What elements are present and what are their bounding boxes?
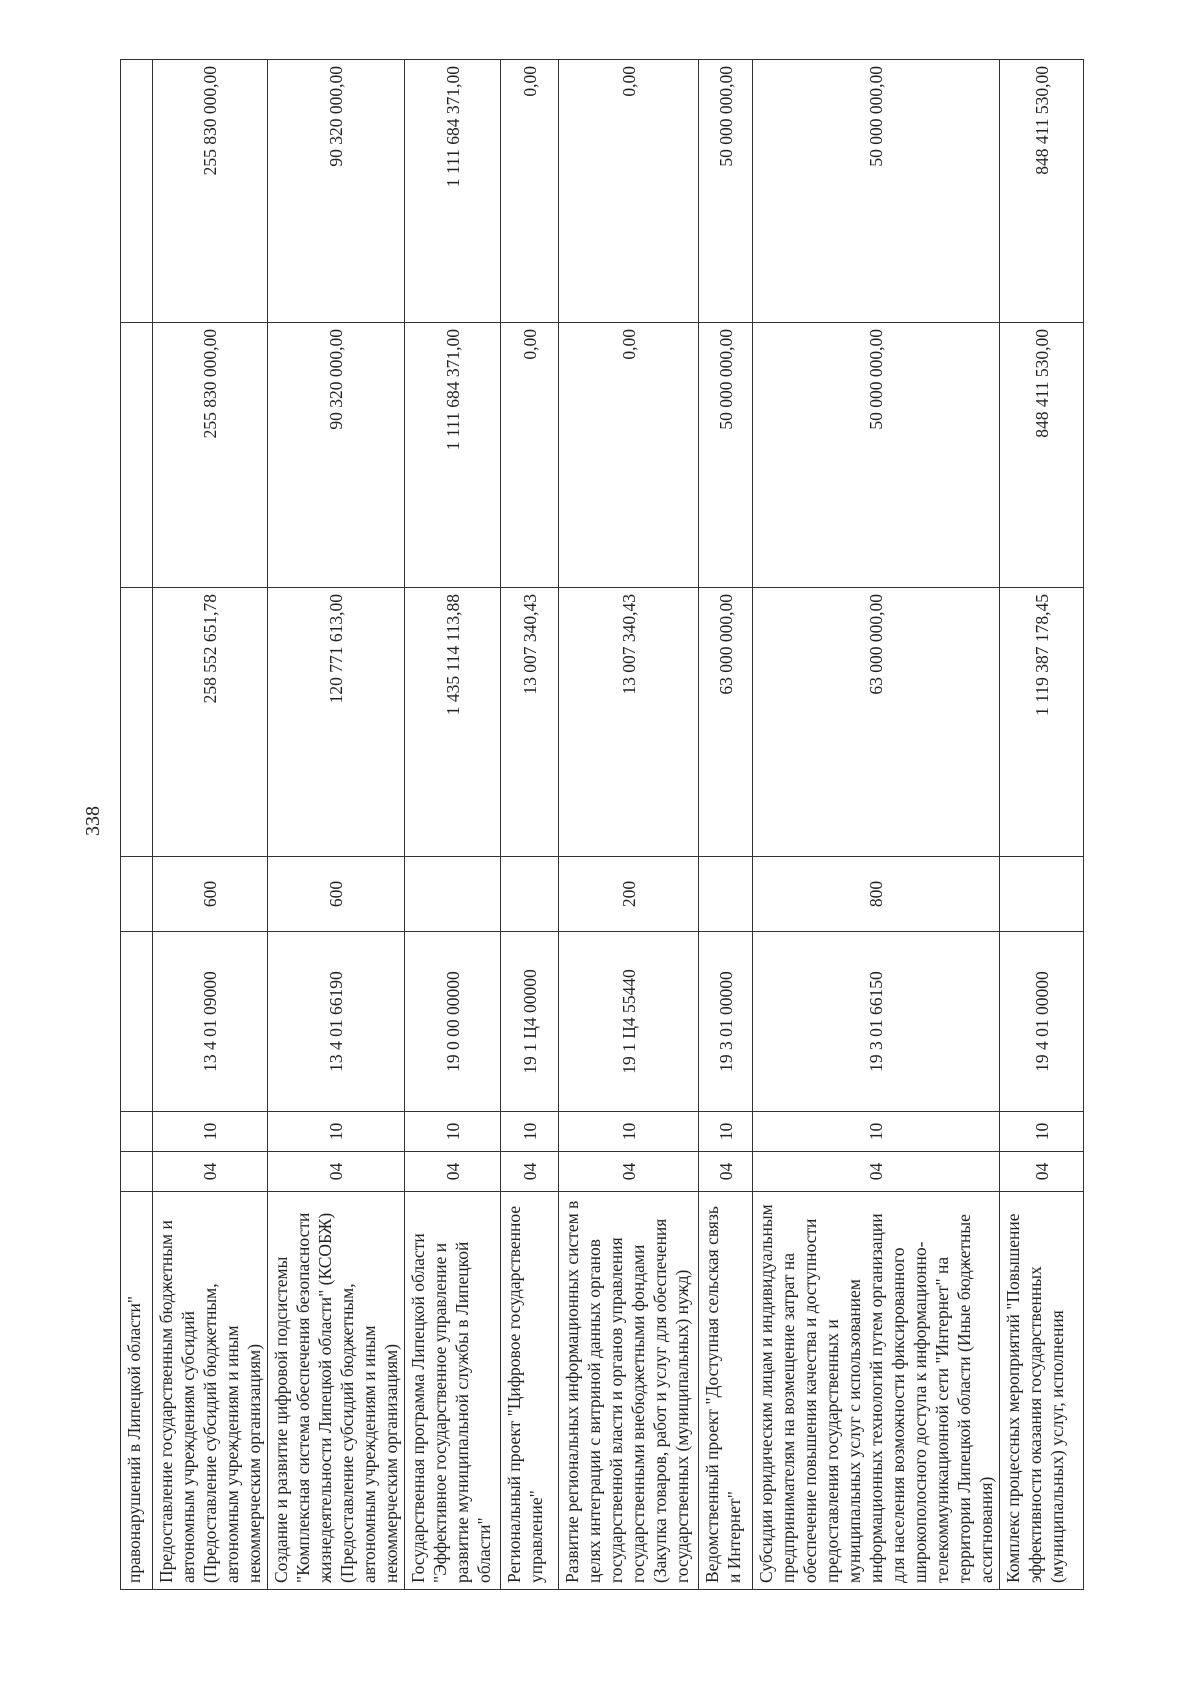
table-row bbox=[405, 60, 501, 1590]
code-subsection: 10 bbox=[1000, 1112, 1084, 1152]
code-subsection: 10 bbox=[405, 1112, 501, 1152]
code-expense-type bbox=[501, 857, 559, 932]
code-subsection: 10 bbox=[268, 1112, 405, 1152]
code-section: 04 bbox=[153, 1152, 268, 1192]
code-section: 04 bbox=[405, 1152, 501, 1192]
amount-year-3: 0,00 bbox=[501, 60, 559, 323]
row-description: Субсидии юридическим лицам и индивидуальным предпринимателям на возмещение затрат на обеспечение повышения качества и доступности предоставления государственных и муниципальных услуг с использованием информационных технологий путем организации для населения возможности фиксированного широкополосного доступа к информационно-телекоммуникационной сети "Интернет" на территории Липецкой области (Иные бюджетные ассигнования) bbox=[753, 1192, 1000, 1590]
amount-year-2: 50 000 000,00 bbox=[753, 323, 1000, 588]
code-expense-type bbox=[121, 857, 153, 932]
code-expense-type bbox=[405, 857, 501, 932]
row-description: Региональный проект "Цифровое государственное управление" bbox=[501, 1192, 559, 1590]
amount-year-3: 0,00 bbox=[559, 60, 699, 323]
row-description: Ведомственный проект "Доступная сельская связь и Интернет" bbox=[699, 1192, 753, 1590]
table-row bbox=[501, 60, 559, 1590]
code-target-article: 13 4 01 09000 bbox=[153, 932, 268, 1112]
code-target-article: 13 4 01 66190 bbox=[268, 932, 405, 1112]
row-description: Создание и развитие цифровой подсистемы "Комплексная система обеспечения безопасности жизнедеятельности Липецкой области" (КСОБЖ) (Предоставление субсидий бюджетным, автономным учреждениям и иным некоммерческим организациям) bbox=[268, 1192, 405, 1590]
amount-year-1: 13 007 340,43 bbox=[501, 588, 559, 857]
row-description: Государственная программа Липецкой области "Эффективное государственное управление и развитие муниципальной службы в Липецкой области" bbox=[405, 1192, 501, 1590]
code-target-article: 19 1 Ц4 55440 bbox=[559, 932, 699, 1112]
amount-year-1: 13 007 340,43 bbox=[559, 588, 699, 857]
amount-year-2 bbox=[121, 323, 153, 588]
amount-year-3: 50 000 000,00 bbox=[753, 60, 1000, 323]
row-description: правонарушений в Липецкой области" bbox=[121, 1192, 153, 1590]
code-subsection bbox=[121, 1112, 153, 1152]
amount-year-3: 1 111 684 371,00 bbox=[405, 60, 501, 323]
amount-year-2: 50 000 000,00 bbox=[699, 323, 753, 588]
table-row bbox=[1000, 60, 1084, 1590]
code-subsection: 10 bbox=[501, 1112, 559, 1152]
code-section: 04 bbox=[699, 1152, 753, 1192]
code-subsection: 10 bbox=[153, 1112, 268, 1152]
code-expense-type: 600 bbox=[268, 857, 405, 932]
amount-year-2: 848 411 530,00 bbox=[1000, 323, 1084, 588]
code-section: 04 bbox=[268, 1152, 405, 1192]
code-section: 04 bbox=[753, 1152, 1000, 1192]
row-description: Комплекс процессных мероприятий "Повышение эффективности оказания государственных (муниципальных) услуг, исполнения bbox=[1000, 1192, 1084, 1590]
amount-year-2: 0,00 bbox=[559, 323, 699, 588]
code-section: 04 bbox=[559, 1152, 699, 1192]
table-row bbox=[753, 60, 1000, 1590]
amount-year-1: 63 000 000,00 bbox=[699, 588, 753, 857]
code-expense-type bbox=[1000, 857, 1084, 932]
table-row bbox=[121, 60, 153, 1590]
amount-year-3: 50 000 000,00 bbox=[699, 60, 753, 323]
amount-year-1 bbox=[121, 588, 153, 857]
amount-year-2: 90 320 000,00 bbox=[268, 323, 405, 588]
code-section: 04 bbox=[1000, 1152, 1084, 1192]
code-expense-type: 800 bbox=[753, 857, 1000, 932]
code-target-article: 19 3 01 66150 bbox=[753, 932, 1000, 1112]
code-expense-type: 600 bbox=[153, 857, 268, 932]
amount-year-1: 1 119 387 178,45 bbox=[1000, 588, 1084, 857]
table-row bbox=[559, 60, 699, 1590]
code-expense-type: 200 bbox=[559, 857, 699, 932]
amount-year-2: 255 830 000,00 bbox=[153, 323, 268, 588]
code-section bbox=[121, 1152, 153, 1192]
amount-year-3: 255 830 000,00 bbox=[153, 60, 268, 323]
table-row bbox=[153, 60, 268, 1590]
row-description: Развитие региональных информационных систем в целях интеграции с витриной данных органов государственной власти и органов управления государственными внебюджетными фондами (Закупка товаров, работ и услуг для обеспечения государственных (муниципальных) нужд) bbox=[559, 1192, 699, 1590]
code-target-article: 19 4 01 00000 bbox=[1000, 932, 1084, 1112]
code-subsection: 10 bbox=[699, 1112, 753, 1152]
table-row bbox=[699, 60, 753, 1590]
code-subsection: 10 bbox=[753, 1112, 1000, 1152]
amount-year-1: 1 435 114 113,88 bbox=[405, 588, 501, 857]
code-target-article bbox=[121, 932, 153, 1112]
code-expense-type bbox=[699, 857, 753, 932]
amount-year-2: 1 111 684 371,00 bbox=[405, 323, 501, 588]
amount-year-3: 848 411 530,00 bbox=[1000, 60, 1084, 323]
amount-year-2: 0,00 bbox=[501, 323, 559, 588]
amount-year-1: 120 771 613,00 bbox=[268, 588, 405, 857]
budget-table bbox=[120, 59, 1084, 1590]
amount-year-1: 258 552 651,78 bbox=[153, 588, 268, 857]
code-target-article: 19 1 Ц4 00000 bbox=[501, 932, 559, 1112]
code-subsection: 10 bbox=[559, 1112, 699, 1152]
page-number: 338 bbox=[82, 806, 104, 836]
code-section: 04 bbox=[501, 1152, 559, 1192]
amount-year-1: 63 000 000,00 bbox=[753, 588, 1000, 857]
code-target-article: 19 3 01 00000 bbox=[699, 932, 753, 1112]
code-target-article: 19 0 00 00000 bbox=[405, 932, 501, 1112]
budget-table-rotated bbox=[120, 60, 1100, 1590]
amount-year-3 bbox=[121, 60, 153, 323]
row-description: Предоставление государственным бюджетным и автономным учреждениям субсидий (Предоставление субсидий бюджетным, автономным учреждениям и иным некоммерческим организациям) bbox=[153, 1192, 268, 1590]
amount-year-3: 90 320 000,00 bbox=[268, 60, 405, 323]
table-row bbox=[268, 60, 405, 1590]
